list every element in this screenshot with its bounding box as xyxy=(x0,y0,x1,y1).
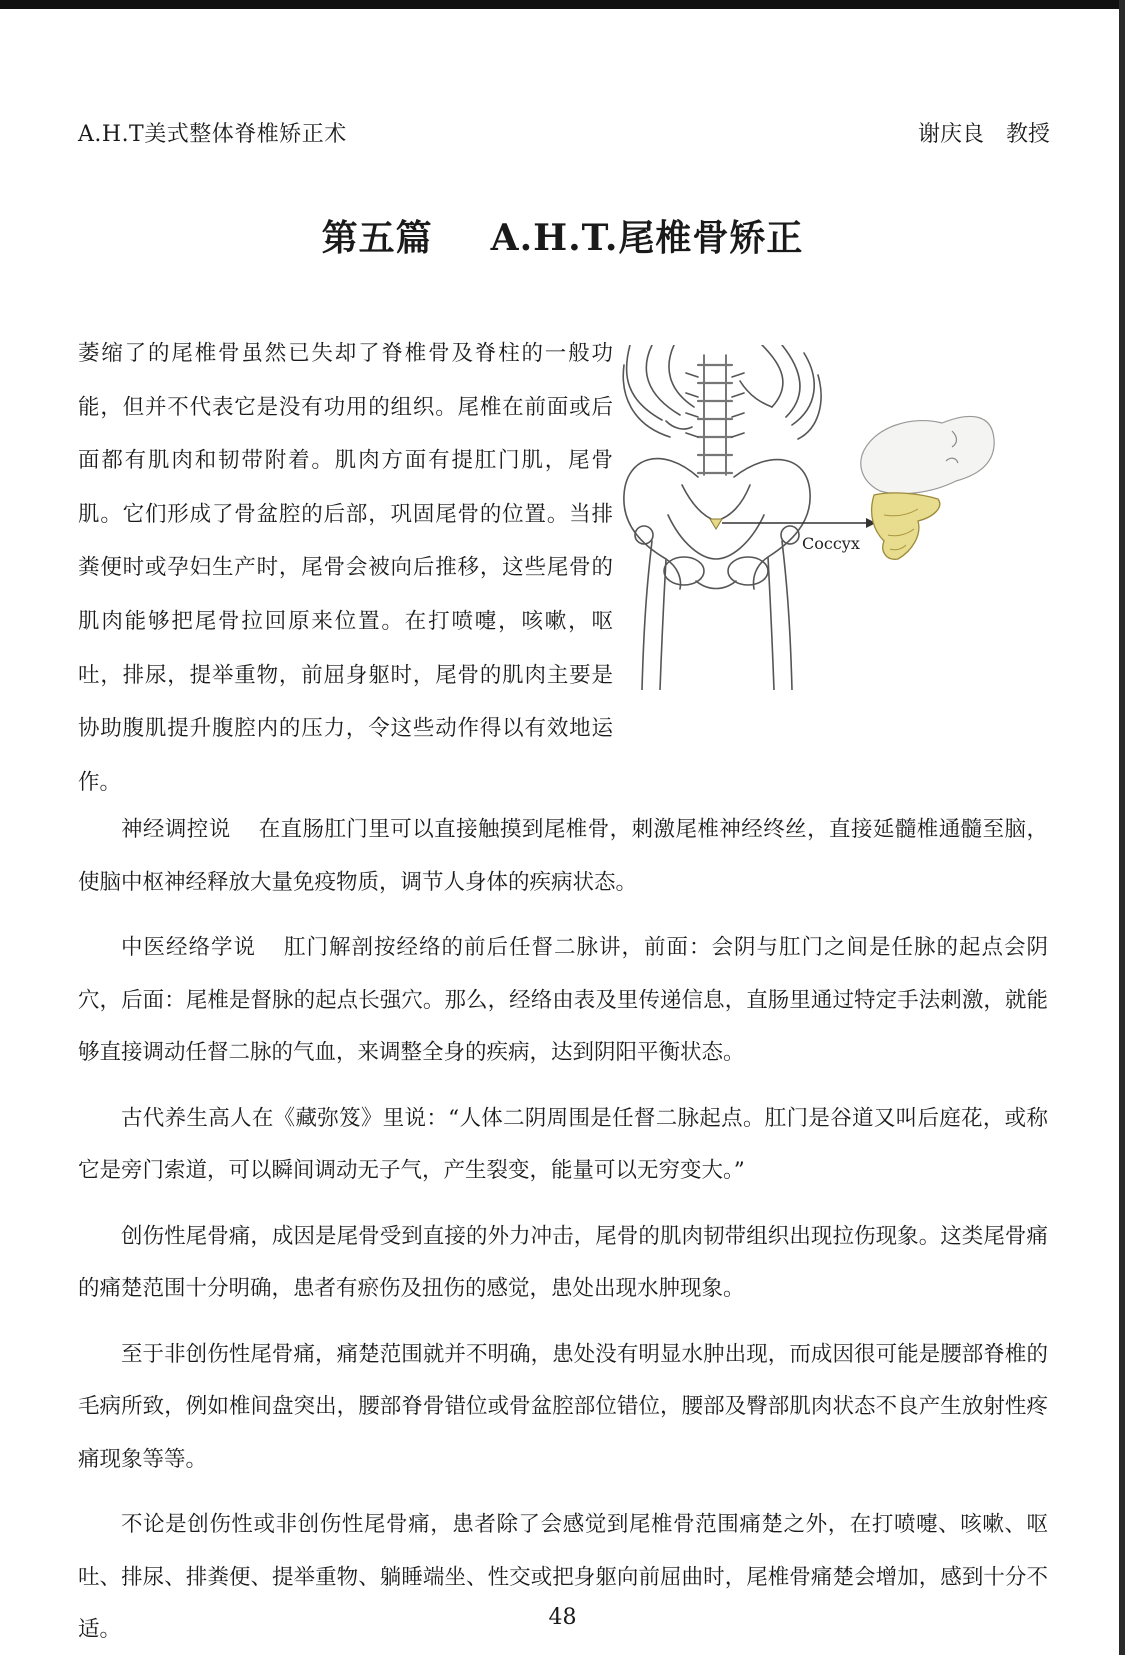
paragraph-tcm-meridian xyxy=(78,922,1048,1080)
rib-left-2 xyxy=(646,345,680,415)
paragraph-nerve-control xyxy=(78,804,1048,909)
coccyx-illustration xyxy=(622,345,1052,690)
sacrum-detail xyxy=(861,416,994,493)
main-body xyxy=(78,804,1048,1670)
paragraph-text: 在直肠肛门里可以直接触摸到尾椎骨，刺激尾椎神经终丝，直接延髓椎通髓至脑，使脑中枢神经释放大量免疫物质，调节人身体的疾病状态。 xyxy=(78,817,1048,895)
coccyx-label: Coccyx xyxy=(802,534,860,553)
running-header-author: 谢庆良 教授 xyxy=(917,122,1050,147)
coccyx-detail xyxy=(872,493,940,559)
paragraph-symptoms: 不论是创伤性或非创伤性尾骨痛，患者除了会感觉到尾椎骨范围痛楚之外，在打喷嚏、咳嗽、呕吐、排尿、排粪便、提举重物、躺睡端坐、性交或把身躯向前屈曲时，尾椎骨痛楚会增加，感到十分不适。 xyxy=(78,1512,1048,1642)
paragraph-traumatic-pain: 创伤性尾骨痛，成因是尾骨受到直接的外力冲击，尾骨的肌肉韧带组织出现拉伤现象。这类尾骨痛的痛楚范围十分明确，患者有瘀伤及扭伤的感觉，患处出现水肿现象。 xyxy=(78,1223,1048,1301)
coccyx-marker-small xyxy=(710,519,722,529)
chapter-title xyxy=(0,210,1125,261)
paragraph-lead: 中医经络学说 xyxy=(121,935,256,960)
paragraph-non-traumatic-pain: 至于非创伤性尾骨痛，痛楚范围就并不明确，患处没有明显水肿出现，而成因很可能是腰部脊椎的毛病所致，例如椎间盘突出，腰部脊骨错位或骨盆腔部位错位，腰部及臀部肌肉状态不良产生放射性疼痛现象等等。 xyxy=(78,1341,1048,1472)
chapter-name: A.H.T.尾椎骨矫正 xyxy=(490,217,804,259)
scan-top-border xyxy=(0,0,1125,9)
chapter-part: 第五篇 xyxy=(321,217,433,259)
skeleton-diagram xyxy=(622,345,1052,690)
paragraph-ancient: 古代养生高人在《藏弥笈》里说：“人体二阴周围是任督二脉起点。肛门是谷道又叫后庭花，或称它是旁门索道，可以瞬间调动无子气，产生裂变，能量可以无穷变大。” xyxy=(78,1105,1048,1183)
paragraph-text: 肛门解剖按经络的前后任督二脉讲，前面：会阴与肛门之间是任脉的起点会阴穴，后面：尾椎是督脉的起点长强穴。那么，经络由表及里传递信息，直肠里通过特定手法刺激，就能够直接调动任督二脉的气血，来调整全身的疾病，达到阴阳平衡状态。 xyxy=(78,935,1048,1065)
running-header-title: A.H.T美式整体脊椎矫正术 xyxy=(78,122,347,147)
intro-paragraph: 萎缩了的尾椎骨虽然已失却了脊椎骨及脊柱的一般功能，但并不代表它是没有功用的组织。尾椎在前面或后面都有肌肉和韧带附着。肌肉方面有提肛门肌，尾骨肌。它们形成了骨盆腔的后部，巩固尾骨的位置。当排粪便时或孕妇生产时，尾骨会被向后推移，这些尾骨的肌肉能够把尾骨拉回原来位置。在打喷嚏，咳嗽，呕吐，排尿，提举重物，前屈身躯时，尾骨的肌肉主要是协助腹肌提升腹腔内的压力，令这些动作得以有效地运作。 xyxy=(78,341,613,795)
rib-left-3 xyxy=(669,345,694,407)
paragraph-lead: 神经调控说 xyxy=(121,817,231,842)
page-number: 48 xyxy=(548,1605,577,1630)
